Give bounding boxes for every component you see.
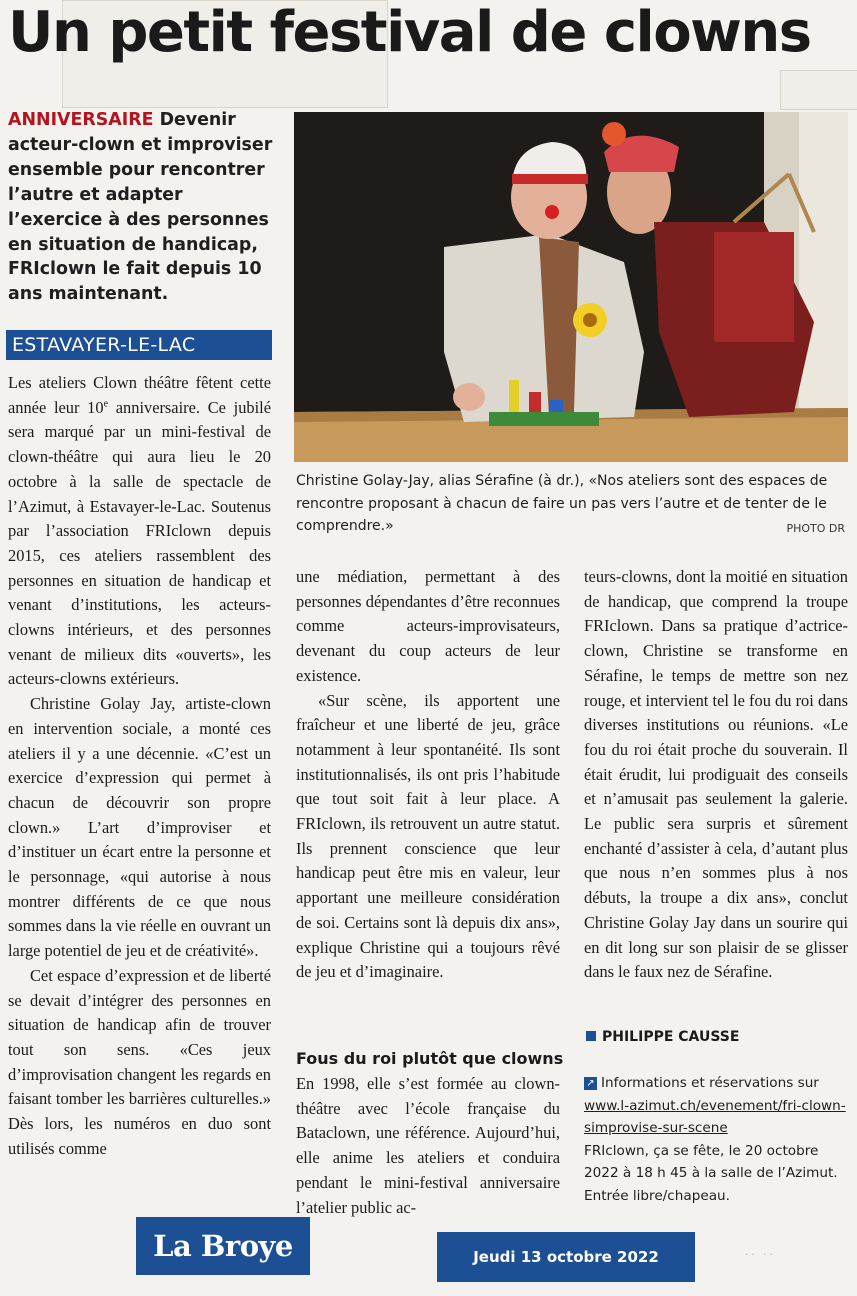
lead-text: Devenir acteur-clown et improviser ensemble pour rencontrer l’autre et adapter l’exercice à des personnes en situation de handicap, FRIclown le fait depuis 10 ans maintenant. (8, 110, 273, 305)
col1-paragraph-2: Christine Golay Jay, artiste-clown en intervention sociale, a monté ces ateliers il y a une décennie. «C’est un exercice d’expression qui permet à chacun de découvrir son propre clown.» L’art d’improviser et d’instituer un écart entre la personne et le personnage, «qui autorise à nous montrer différents de ce que nous sommes dans la vie réelle en ouvrant un large potentiel de jeu et de créativité». (8, 694, 271, 961)
article-column-1 (8, 371, 271, 1162)
article-column-3 (584, 565, 848, 985)
info-label: Informations et réservations sur (601, 1075, 819, 1091)
col2-paragraph-2: «Sur scène, ils apportent une fraîcheur et une liberté de jeu, grâce notamment à leur spontanéité. Ils sont institutionnalisés, ils ont pris l’habitude que tout soit fait à leur place. A FRIclown, ils retrouvent un autre statut. Ils prennent conscience que leur handicap peut être mis en valeur, leur apportant une meilleure considération de soi. Certains sont là depuis dix ans», explique Christine qui a toujours rêvé de jeu et d’imaginaire. (296, 690, 560, 982)
article-lead (8, 108, 280, 307)
newspaper-logo: La Broye (136, 1217, 310, 1275)
info-box (584, 1072, 846, 1207)
photo-credit: PHOTO DR (786, 522, 845, 535)
photo-illustration (294, 112, 848, 462)
article-column-2-continued (296, 1072, 560, 1220)
col1-paragraph-3: Cet espace d’expression et de liberté se devait d’intégrer des personnes en situation de handicap afin de trouver tout son sens. «Ces jeux d’improvisation changent les regards en faisant tomber les barrières culturelles.» Dès lors, les numéros en duo sont utilisés comme (8, 965, 271, 1158)
photo-caption: Christine Golay-Jay, alias Sérafine (à dr.), «Nos ateliers sont des espaces de rencontre proposant à chacun de faire un pas vers l’autre et de tenter de le comprendre.» (296, 473, 828, 534)
bleed-through-box (780, 70, 857, 110)
lead-kicker: ANNIVERSAIRE (8, 110, 154, 130)
author-byline: PHILIPPE CAUSSE (586, 1027, 739, 1047)
info-text: FRIclown, ça se fête, le 20 octobre 2022 à 18 h 45 à la salle de l’Azimut. Entrée libre/chapeau. (584, 1142, 838, 1204)
col3-paragraph-1: teurs-clowns, dont la moitié en situation de handicap, que comprend la troupe FRIclown. Dans sa pratique d’actrice-clown, Christine se transforme en Sérafine, le temps de mettre son nez rouge, et intervient tel le fou du roi dans diverses institutions ou réunions. «Le fou du roi était proche du souverain. Il était érudit, lui prodiguait des conseils et n’amusait pas seulement la galerie. Le public sera surpris et sûrement enchanté d’assister à cela, d’autant plus que nous n’en sommes plus à nos débuts, la troupe a dix ans», conclut Christine Golay Jay dans un sourire qui en dit long sur son plaisir de se glisser dans le faux nez de Sérafine. (584, 567, 848, 982)
article-photo (294, 112, 848, 462)
location-banner: ESTAVAYER-LE-LAC (6, 330, 272, 360)
decorative-dots: ·· ·· (745, 1250, 776, 1261)
byline-square-icon (586, 1031, 596, 1041)
section-subhead: Fous du roi plutôt que clowns (296, 1049, 564, 1068)
arrow-icon: ↗ (584, 1077, 597, 1090)
info-link[interactable]: www.l-azimut.ch/evenement/fri-clown-simprovise-sur-scene (584, 1097, 846, 1136)
article-column-2 (296, 565, 560, 985)
col2-paragraph-1: une médiation, permettant à des personnes dépendantes d’être reconnues comme acteurs-improvisateurs, devenant du coup acteurs de leur existence. (296, 567, 560, 685)
article-headline: Un petit festival de clowns (8, 0, 811, 65)
col1-paragraph-1: Les ateliers Clown théâtre fêtent cette année leur 10e anniversaire. Ce jubilé sera marqué par un mini-festival de clown-théâtre qui aura lieu le 20 octobre à la salle de spectacle de l’Azimut, à Estavayer-le-Lac. Soutenus par l’association FRIclown depuis 2015, ces ateliers rassemblent des personnes en situation de handicap et venant d’institutions, les acteurs-clowns intérieurs, et des personnes venant de milieux dits «ouverts», les acteurs-clowns extérieurs. (8, 373, 271, 689)
issue-date: Jeudi 13 octobre 2022 (437, 1232, 695, 1282)
col2-paragraph-3: En 1998, elle s’est formée au clown-théâtre avec l’école française du Bataclown, une référence. Aujourd’hui, elle anime les ateliers et conduira pendant le mini-festival anniversaire l’atelier public ac- (296, 1074, 560, 1217)
